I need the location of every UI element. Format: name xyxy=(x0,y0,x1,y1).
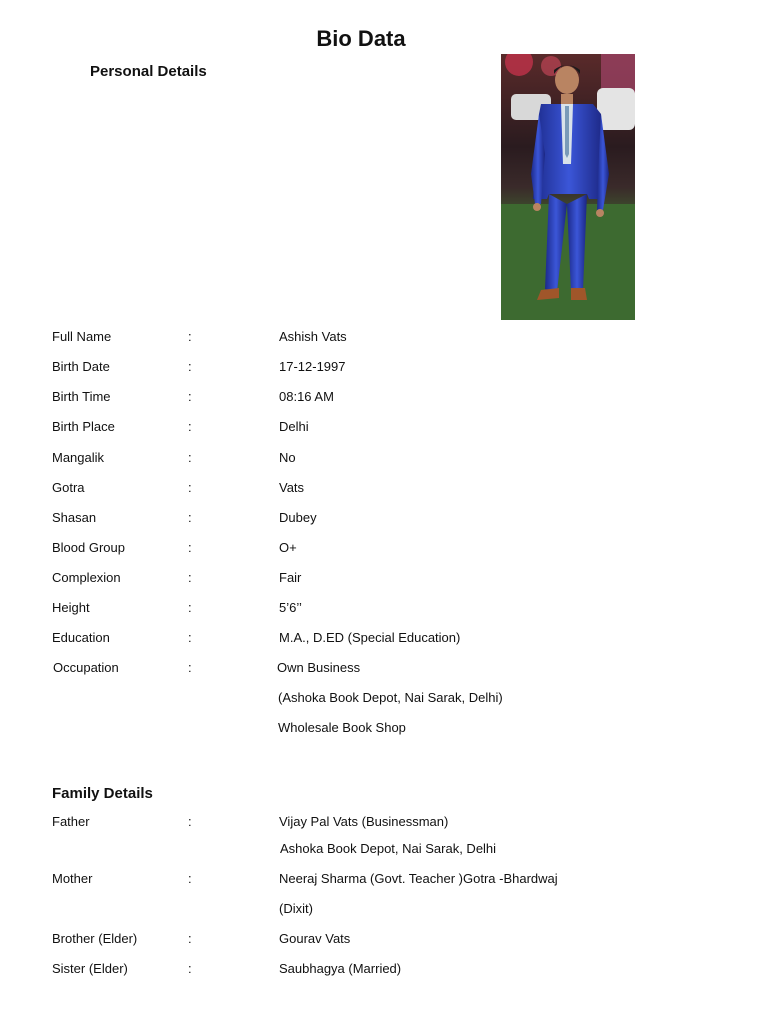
row-occupation xyxy=(0,660,768,680)
separator: : xyxy=(188,389,192,404)
row-sister xyxy=(0,961,768,981)
value: 5’6’’ xyxy=(279,600,302,615)
separator: : xyxy=(188,419,192,434)
separator: : xyxy=(188,600,192,615)
personal-details-heading: Personal Details xyxy=(90,63,207,80)
separator: : xyxy=(188,570,192,585)
label: Father xyxy=(52,814,90,829)
row-father xyxy=(0,814,768,834)
page-title: Bio Data xyxy=(316,26,406,51)
value: Ashish Vats xyxy=(279,329,347,344)
label: Brother (Elder) xyxy=(52,931,138,946)
separator: : xyxy=(188,359,192,374)
value: Own Business xyxy=(277,660,361,675)
separator: : xyxy=(188,871,192,886)
label: Gotra xyxy=(52,480,85,495)
label: Education xyxy=(52,630,110,645)
row-full-name xyxy=(0,329,768,349)
value: Vijay Pal Vats (Businessman) xyxy=(279,814,449,829)
row-mangalik xyxy=(0,450,768,470)
separator: : xyxy=(188,660,192,675)
label: Complexion xyxy=(52,570,121,585)
separator: : xyxy=(188,814,192,829)
row-brother xyxy=(0,931,768,951)
label: Birth Place xyxy=(52,419,115,434)
row-birth-place xyxy=(0,419,768,439)
row-height xyxy=(0,600,768,620)
label: Full Name xyxy=(52,329,112,344)
separator: : xyxy=(188,961,192,976)
row-blood-group xyxy=(0,540,768,560)
row-shasan xyxy=(0,510,768,530)
value: Gourav Vats xyxy=(279,931,351,946)
label: Shasan xyxy=(52,510,97,525)
separator: : xyxy=(188,329,192,344)
value: M.A., D.ED (Special Education) xyxy=(279,630,461,645)
mother-detail: (Dixit) xyxy=(279,901,313,916)
label: Blood Group xyxy=(52,540,125,555)
value: Dubey xyxy=(279,510,317,525)
row-birth-date xyxy=(0,359,768,379)
father-detail: Ashoka Book Depot, Nai Sarak, Delhi xyxy=(280,841,497,856)
value: O+ xyxy=(279,540,297,555)
separator: : xyxy=(188,630,192,645)
label: Mangalik xyxy=(52,450,105,465)
separator: : xyxy=(188,450,192,465)
row-mother xyxy=(0,871,768,891)
profile-photo xyxy=(501,54,635,320)
row-complexion xyxy=(0,570,768,590)
family-details-heading: Family Details xyxy=(52,785,153,802)
value: No xyxy=(279,450,296,465)
label: Height xyxy=(52,600,90,615)
value: Delhi xyxy=(279,419,309,434)
value: 08:16 AM xyxy=(279,389,334,404)
label: Birth Date xyxy=(52,359,110,374)
occupation-detail: Wholesale Book Shop xyxy=(278,720,406,735)
row-gotra xyxy=(0,480,768,500)
value: Neeraj Sharma (Govt. Teacher )Gotra -Bhardwaj xyxy=(279,871,558,886)
value: Vats xyxy=(279,480,305,495)
value: Saubhagya (Married) xyxy=(279,961,402,976)
label: Birth Time xyxy=(52,389,111,404)
row-education xyxy=(0,630,768,650)
separator: : xyxy=(188,931,192,946)
occupation-detail: (Ashoka Book Depot, Nai Sarak, Delhi) xyxy=(278,690,503,705)
separator: : xyxy=(188,480,192,495)
value: Fair xyxy=(279,570,302,585)
label: Occupation xyxy=(53,660,119,675)
row-birth-time xyxy=(0,389,768,409)
label: Mother xyxy=(52,871,93,886)
separator: : xyxy=(188,510,192,525)
separator: : xyxy=(188,540,192,555)
value: 17-12-1997 xyxy=(279,359,346,374)
label: Sister (Elder) xyxy=(52,961,128,976)
